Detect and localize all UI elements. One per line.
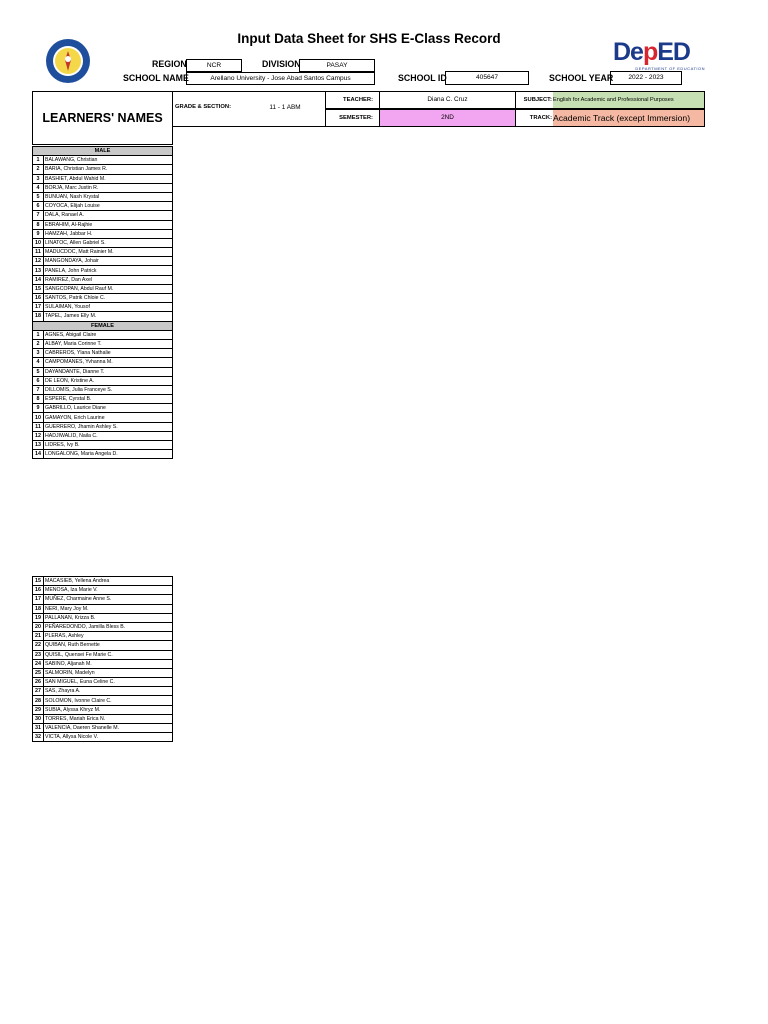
deped-logo: DepED DEPARTMENT OF EDUCATION [613, 38, 705, 71]
division-label: DIVISION [262, 59, 301, 69]
grade-section-value[interactable]: 11 - 1 ABM [269, 104, 301, 111]
row-number: 7 [33, 385, 44, 394]
learner-name-cell[interactable]: MACASIEB, Yellena Andrea [44, 577, 173, 586]
learner-name-cell[interactable]: MENOSA, Iza Marie V. [44, 586, 173, 595]
row-number: 15 [33, 577, 44, 586]
row-number: 14 [33, 450, 44, 459]
learner-name-cell[interactable]: SALMORIN, Madelyn [44, 668, 173, 677]
learner-name-cell[interactable]: GAMAYON, Erich Laurine [44, 413, 173, 422]
school-year-label: SCHOOL YEAR [549, 73, 614, 83]
table-row[interactable] [33, 678, 173, 687]
learner-name-cell[interactable]: HADJIWALID, Naila C. [44, 431, 173, 440]
row-number: 22 [33, 641, 44, 650]
row-number: 12 [33, 431, 44, 440]
semester-field[interactable]: 2ND [379, 109, 516, 127]
row-number: 16 [33, 294, 44, 303]
learner-name-cell[interactable]: ALBAY, Maria Corinne T. [44, 339, 173, 348]
row-number: 6 [33, 376, 44, 385]
row-number: 27 [33, 687, 44, 696]
row-number: 32 [33, 733, 44, 742]
learner-name-cell[interactable]: BARIA, Christian James R. [44, 165, 173, 174]
table-row[interactable] [33, 330, 173, 339]
row-number: 13 [33, 266, 44, 275]
row-number: 11 [33, 422, 44, 431]
track-label: TRACK: [515, 109, 553, 127]
table-row[interactable] [33, 422, 173, 431]
row-number: 20 [33, 622, 44, 631]
learner-name-cell[interactable]: MANGONDAYA, Johair [44, 257, 173, 266]
table-row[interactable] [33, 404, 173, 413]
learner-name-cell[interactable]: LIDRES, Ivy B. [44, 441, 173, 450]
grade-section-label: GRADE & SECTION: [175, 104, 232, 110]
school-name-field[interactable]: Arellano University - Jose Abad Santos Campus [186, 72, 375, 85]
row-number: 8 [33, 395, 44, 404]
learner-name-cell[interactable]: DALA, Ranael A. [44, 211, 173, 220]
row-number: 25 [33, 668, 44, 677]
table-row[interactable] [33, 622, 173, 631]
school-year-field[interactable]: 2022 - 2023 [610, 71, 682, 85]
learner-name-cell[interactable]: VICTA, Allysa Nicole V. [44, 733, 173, 742]
table-row[interactable] [33, 248, 173, 257]
row-number: 29 [33, 705, 44, 714]
table-row[interactable] [33, 192, 173, 201]
teacher-label: TEACHER: [325, 91, 380, 109]
row-number: 30 [33, 714, 44, 723]
learner-name-cell[interactable]: DILLOMIS, Julia Franceye S. [44, 385, 173, 394]
row-number: 9 [33, 229, 44, 238]
row-number: 19 [33, 613, 44, 622]
row-number: 2 [33, 339, 44, 348]
row-number: 18 [33, 604, 44, 613]
table-row[interactable] [33, 705, 173, 714]
table-row[interactable] [33, 441, 173, 450]
division-field[interactable]: PASAY [299, 59, 375, 72]
table-row[interactable] [33, 395, 173, 404]
row-number: 17 [33, 303, 44, 312]
table-row[interactable] [33, 266, 173, 275]
table-row[interactable] [33, 604, 173, 613]
table-row[interactable] [33, 431, 173, 440]
learner-name-cell[interactable]: PANELA, John Patrick [44, 266, 173, 275]
table-row[interactable] [33, 303, 173, 312]
learner-name-cell[interactable]: ESPERE, Cyrstal B. [44, 395, 173, 404]
row-number: 12 [33, 257, 44, 266]
row-number: 23 [33, 650, 44, 659]
row-number: 15 [33, 284, 44, 293]
school-id-label: SCHOOL ID [398, 73, 447, 83]
table-row[interactable] [33, 238, 173, 247]
learner-name-cell[interactable]: RAMIREZ, Dan Axel [44, 275, 173, 284]
learner-name-cell[interactable]: QUISIL, Quensei Fe Marie C. [44, 650, 173, 659]
row-number: 16 [33, 586, 44, 595]
table-row[interactable] [33, 577, 173, 586]
table-row[interactable] [33, 632, 173, 641]
learner-name-cell[interactable]: PEÑAREDONDO, Jamilla Bless B. [44, 622, 173, 631]
learner-name-cell[interactable]: SAN MIGUEL, Euna Celine C. [44, 678, 173, 687]
row-number: 2 [33, 165, 44, 174]
semester-label: SEMESTER: [325, 109, 380, 127]
row-number: 13 [33, 441, 44, 450]
table-row[interactable] [33, 229, 173, 238]
learner-name-cell[interactable]: NERI, Mary Joy M. [44, 604, 173, 613]
subject-label: SUBJECT: [515, 91, 553, 109]
row-number: 8 [33, 220, 44, 229]
table-row[interactable] [33, 349, 173, 358]
row-number: 3 [33, 174, 44, 183]
table-row[interactable] [33, 733, 173, 742]
learner-name-cell[interactable]: TORRES, Mariah Erica N. [44, 714, 173, 723]
table-row[interactable] [33, 202, 173, 211]
row-number: 10 [33, 413, 44, 422]
row-number: 1 [33, 156, 44, 165]
table-row[interactable] [33, 312, 173, 321]
learners-names-header [32, 91, 173, 145]
row-number: 6 [33, 202, 44, 211]
teacher-field[interactable]: Diana C. Cruz [379, 91, 516, 109]
row-number: 7 [33, 211, 44, 220]
table-row[interactable] [33, 367, 173, 376]
row-number: 4 [33, 183, 44, 192]
table-row[interactable] [33, 687, 173, 696]
learner-name-cell[interactable]: SAS, Zhayra A. [44, 687, 173, 696]
learner-name-cell[interactable]: DE LEON, Kristine A. [44, 376, 173, 385]
subject-field[interactable]: English for Academic and Professional Purposes [553, 91, 705, 109]
table-row[interactable] [33, 275, 173, 284]
learners-table-main [32, 146, 173, 459]
learner-name-cell[interactable]: BASHIET, Abdul Wahid M. [44, 174, 173, 183]
learner-name-cell[interactable]: SANGCOPAN, Abdul Rauf M. [44, 284, 173, 293]
female-section-header [33, 321, 173, 330]
table-row[interactable] [33, 650, 173, 659]
table-row[interactable] [33, 220, 173, 229]
learner-name-cell[interactable]: BALAWANG, Christian [44, 156, 173, 165]
table-row[interactable] [33, 339, 173, 348]
row-number: 1 [33, 330, 44, 339]
school-name-label: SCHOOL NAME [123, 73, 189, 83]
learner-name-cell[interactable]: SUBIA, Alyssa Khryz M. [44, 705, 173, 714]
learner-name-cell[interactable]: PLERAS, Ashley [44, 632, 173, 641]
row-number: 9 [33, 404, 44, 413]
learner-name-cell[interactable]: EBRAHIM, Al-Rajhie [44, 220, 173, 229]
table-row[interactable] [33, 724, 173, 733]
learner-name-cell[interactable]: GABRILLO, Laurice Diane [44, 404, 173, 413]
female-section-header-label: FEMALE [33, 321, 173, 330]
learner-name-cell[interactable]: GUERRERO, Jhamin Ashley S. [44, 422, 173, 431]
table-row[interactable] [33, 174, 173, 183]
row-number: 11 [33, 248, 44, 257]
row-number: 24 [33, 659, 44, 668]
learner-name-cell[interactable]: LINATOC, Allen Gabriel S. [44, 238, 173, 247]
school-id-field[interactable]: 405647 [445, 71, 529, 85]
learner-name-cell[interactable]: SANTOS, Patrik Chloie C. [44, 294, 173, 303]
row-number: 26 [33, 678, 44, 687]
learner-name-cell[interactable]: BORJA, Marc Justin R. [44, 183, 173, 192]
row-number: 5 [33, 367, 44, 376]
track-field[interactable]: Academic Track (except Immersion) [553, 109, 705, 127]
table-row[interactable] [33, 696, 173, 705]
row-number: 28 [33, 696, 44, 705]
table-row[interactable] [33, 641, 173, 650]
table-row[interactable] [33, 156, 173, 165]
table-row[interactable] [33, 450, 173, 459]
table-row[interactable] [33, 294, 173, 303]
learner-name-cell[interactable]: SULAIMAN, Yousof [44, 303, 173, 312]
table-row[interactable] [33, 358, 173, 367]
row-number: 5 [33, 192, 44, 201]
table-row[interactable] [33, 385, 173, 394]
table-row[interactable] [33, 257, 173, 266]
table-row[interactable] [33, 613, 173, 622]
table-row[interactable] [33, 659, 173, 668]
table-row[interactable] [33, 586, 173, 595]
row-number: 3 [33, 349, 44, 358]
learners-table-continued [32, 576, 173, 742]
region-field[interactable]: NCR [186, 59, 242, 72]
table-row[interactable] [33, 165, 173, 174]
learner-name-cell[interactable]: DAYANDANTE, Dianne T. [44, 367, 173, 376]
row-number: 31 [33, 724, 44, 733]
table-row[interactable] [33, 284, 173, 293]
learner-name-cell[interactable]: COYOCA, Elijah Louise [44, 202, 173, 211]
row-number: 14 [33, 275, 44, 284]
learners-names-label: LEARNERS' NAMES [42, 111, 163, 125]
learner-name-cell[interactable]: CABREROS, Ylana Nathalie [44, 349, 173, 358]
row-number: 21 [33, 632, 44, 641]
learner-name-cell[interactable]: MADUCDOC, Matt Rainier M. [44, 248, 173, 257]
deped-seal-logo [45, 38, 91, 84]
learner-name-cell[interactable]: LONGALONG, Maria Angela D. [44, 450, 173, 459]
learner-name-cell[interactable]: SABINO, Aljanah M. [44, 659, 173, 668]
learner-name-cell[interactable]: BUNUAN, Nash Krystal [44, 192, 173, 201]
learner-name-cell[interactable]: QUIBAN, Ruth Bernette [44, 641, 173, 650]
table-row[interactable] [33, 211, 173, 220]
region-label: REGION [152, 59, 187, 69]
learner-name-cell[interactable]: VALENCIA, Daeren Shanelle M. [44, 724, 173, 733]
table-row[interactable] [33, 595, 173, 604]
learner-name-cell[interactable]: PALLANAN, Krizza B. [44, 613, 173, 622]
row-number: 10 [33, 238, 44, 247]
row-number: 4 [33, 358, 44, 367]
table-row[interactable] [33, 376, 173, 385]
learner-name-cell[interactable]: AGNES, Abigail Claire [44, 330, 173, 339]
row-number: 17 [33, 595, 44, 604]
male-section-header-label: MALE [33, 147, 173, 156]
table-row[interactable] [33, 183, 173, 192]
page-title: Input Data Sheet for SHS E-Class Record [237, 31, 501, 46]
row-number: 18 [33, 312, 44, 321]
learner-name-cell[interactable]: SOLOMON, Ivonne Claire C. [44, 696, 173, 705]
learner-name-cell[interactable]: MUÑEZ, Charmaine Anne S. [44, 595, 173, 604]
learner-name-cell[interactable]: TAPEL, James Elly M. [44, 312, 173, 321]
learner-name-cell[interactable]: CAMPOMANES, Yvhanna M. [44, 358, 173, 367]
male-section-header [33, 147, 173, 156]
table-row[interactable] [33, 413, 173, 422]
learner-name-cell[interactable]: HAMZAH, Jabbar H. [44, 229, 173, 238]
table-row[interactable] [33, 668, 173, 677]
table-row[interactable] [33, 714, 173, 723]
